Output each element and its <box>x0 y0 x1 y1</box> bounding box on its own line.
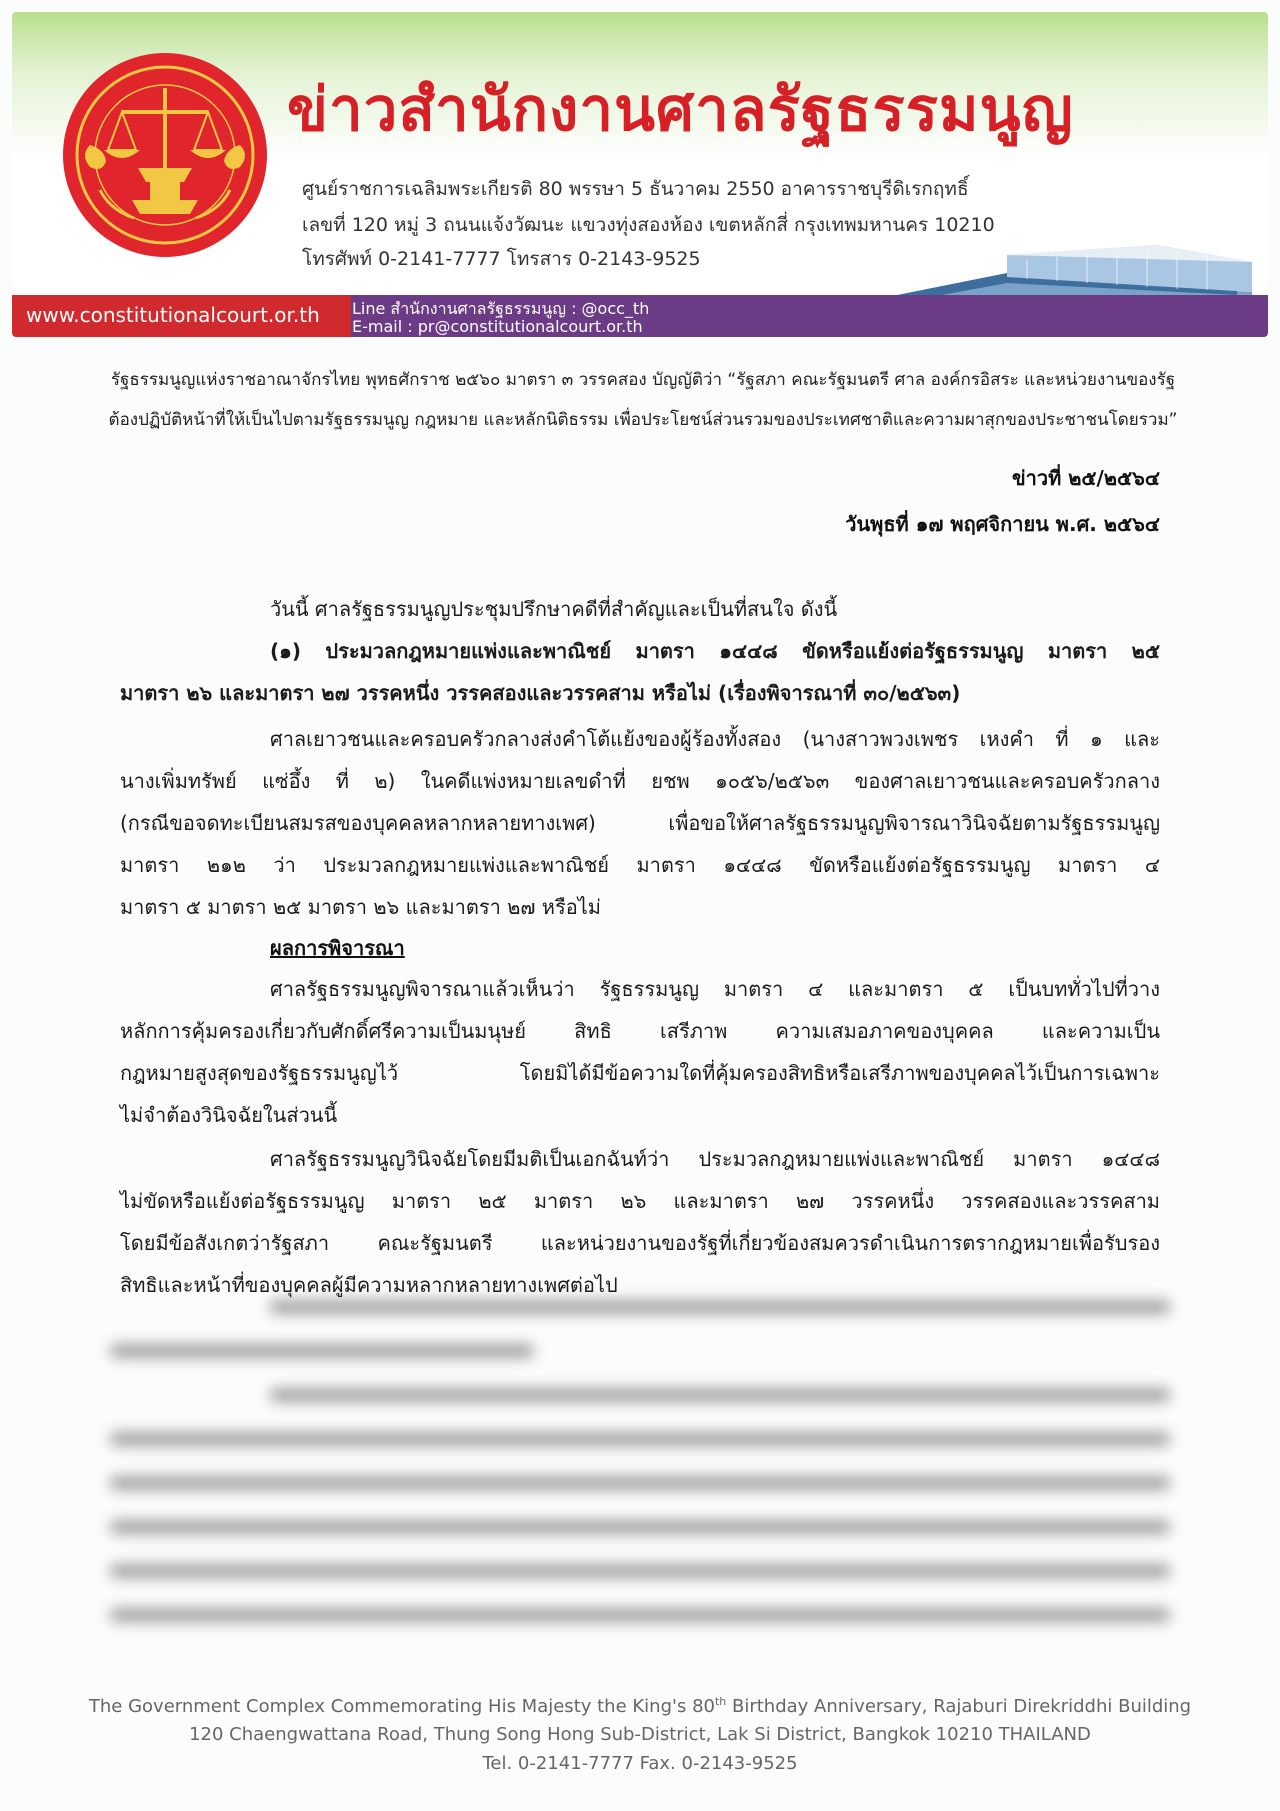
contact-bar <box>12 295 1268 337</box>
case-title-line-2: มาตรา ๒๖ และมาตรา ๒๗ วรรคหนึ่ง วรรคสองและวรรคสาม หรือไม่ (เรื่องพิจารณาที่ ๓๐/๒๕๖๓) <box>120 681 961 705</box>
facts-line-3: (กรณีขอจดทะเบียนสมรสของบุคคลหลากหลายทางเพศ) เพื่อขอให้ศาลรัฐธรรมนูญพิจารณาวินิจฉัยตามรัฐธรรมนูญ <box>120 811 1160 835</box>
org-title: ข่าวสำนักงานศาลรัฐธรรมนูญ <box>287 75 1074 145</box>
result1-line-1: ศาลรัฐธรรมนูญพิจารณาแล้วเห็นว่า รัฐธรรมนูญ มาตรา ๔ และมาตรา ๕ เป็นบททั่วไปที่วาง <box>270 977 1160 1001</box>
opening-line: วันนี้ ศาลรัฐธรรมนูญประชุมปรึกษาคดีที่สำคัญและเป็นที่สนใจ ดังนี้ <box>270 597 838 621</box>
news-number: ข่าวที่ ๒๕/๒๕๖๔ <box>1011 466 1160 490</box>
line-contact: Line สำนักงานศาลรัฐธรรมนูญ : @occ_th <box>352 299 650 318</box>
blurred-text-block <box>110 1300 1170 1630</box>
court-seal-icon <box>60 50 270 260</box>
footer-line-2: 120 Chaengwattana Road, Thung Song Hong Sub-District, Lak Si District, Bangkok 10210 THAILAND <box>189 1724 1091 1745</box>
address-line-1: ศูนย์ราชการเฉลิมพระเกียรติ 80 พรรษา 5 ธันวาคม 2550 อาคารราชบุรีดิเรกฤทธิ์ <box>302 178 969 200</box>
intro-line-2: ต้องปฏิบัติหน้าที่ให้เป็นไปตามรัฐธรรมนูญ กฎหมาย และหลักนิติธรรม เพื่อประโยชน์ส่วนรวมของประเทศชาติและความผาสุกของประชาชนโดยรวม” <box>108 410 1178 430</box>
news-date: วันพุธที่ ๑๗ พฤศจิกายน พ.ศ. ๒๕๖๔ <box>845 512 1160 536</box>
website-link[interactable]: www.constitutionalcourt.or.th <box>26 303 320 327</box>
footer-superscript: th <box>714 1695 727 1708</box>
result2-line-2: ไม่ขัดหรือแย้งต่อรัฐธรรมนูญ มาตรา ๒๕ มาตรา ๒๖ และมาตรา ๒๗ วรรคหนึ่ง วรรคสองและวรรคสาม <box>120 1189 1160 1213</box>
result2-line-1: ศาลรัฐธรรมนูญวินิจฉัยโดยมีมติเป็นเอกฉันท์ว่า ประมวลกฎหมายแพ่งและพาณิชย์ มาตรา ๑๔๔๘ <box>270 1147 1160 1171</box>
address-line-2: เลขที่ 120 หมู่ 3 ถนนแจ้งวัฒนะ แขวงทุ่งสองห้อง เขตหลักสี่ กรุงเทพมหานคร 10210 <box>302 214 995 236</box>
case-title-line-1: (๑) ประมวลกฎหมายแพ่งและพาณิชย์ มาตรา ๑๔๔๘ ขัดหรือแย้งต่อรัฐธรรมนูญ มาตรา ๒๕ <box>270 639 1160 663</box>
phone-line: โทรศัพท์ 0-2141-7777 โทรสาร 0-2143-9525 <box>302 248 701 270</box>
intro-line-1: รัฐธรรมนูญแห่งราชอาณาจักรไทย พุทธศักราช ๒๕๖๐ มาตรา ๓ วรรคสอง บัญญัติว่า “รัฐสภา คณะรัฐมนตรี ศาล องค์กรอิสระ และหน่วยงานของรัฐ <box>110 370 1176 390</box>
result1-line-4: ไม่จำต้องวินิจฉัยในส่วนนี้ <box>120 1103 338 1127</box>
footer-line-1 <box>0 1695 1280 1717</box>
facts-line-4: มาตรา ๒๑๒ ว่า ประมวลกฎหมายแพ่งและพาณิชย์ มาตรา ๑๔๔๘ ขัดหรือแย้งต่อรัฐธรรมนูญ มาตรา ๔ <box>120 853 1160 877</box>
result1-line-2: หลักการคุ้มครองเกี่ยวกับศักดิ์ศรีความเป็นมนุษย์ สิทธิ เสรีภาพ ความเสมอภาคของบุคคล และความเป็น <box>120 1019 1160 1043</box>
email-contact[interactable]: E-mail : pr@constitutionalcourt.or.th <box>352 317 643 336</box>
footer-line-1-text-b: Birthday Anniversary, Rajaburi Direkriddhi Building <box>726 1696 1192 1717</box>
result2-line-3: โดยมีข้อสังเกตว่ารัฐสภา คณะรัฐมนตรี และหน่วยงานของรัฐที่เกี่ยวข้องสมควรดำเนินการตรากฎหมายเพื่อรับรอง <box>120 1231 1160 1255</box>
footer-line-1-text: The Government Complex Commemorating His Majesty the King's 80 <box>88 1696 715 1717</box>
letterhead-banner <box>12 12 1268 337</box>
facts-line-1: ศาลเยาวชนและครอบครัวกลางส่งคำโต้แย้งของผู้ร้องทั้งสอง (นางสาวพวงเพชร เหงคำ ที่ ๑ และ <box>270 727 1160 751</box>
facts-line-2: นางเพิ่มทรัพย์ แซ่อึ้ง ที่ ๒) ในคดีแพ่งหมายเลขดำที่ ยชพ ๑๐๕๖/๒๕๖๓ ของศาลเยาวชนและครอบครัวกลาง <box>120 769 1160 793</box>
result2-line-4: สิทธิและหน้าที่ของบุคคลผู้มีความหลากหลายทางเพศต่อไป <box>120 1273 618 1297</box>
result1-line-3: กฎหมายสูงสุดของรัฐธรรมนูญไว้ โดยมิได้มีข้อความใดที่คุ้มครองสิทธิหรือเสรีภาพของบุคคลไว้เป็นการเฉพาะ <box>120 1061 1160 1085</box>
facts-line-5: มาตรา ๕ มาตรา ๒๕ มาตรา ๒๖ และมาตรา ๒๗ หรือไม่ <box>120 895 601 919</box>
footer-line-3: Tel. 0-2141-7777 Fax. 0-2143-9525 <box>482 1753 798 1774</box>
result-heading: ผลการพิจารณา <box>270 936 405 960</box>
